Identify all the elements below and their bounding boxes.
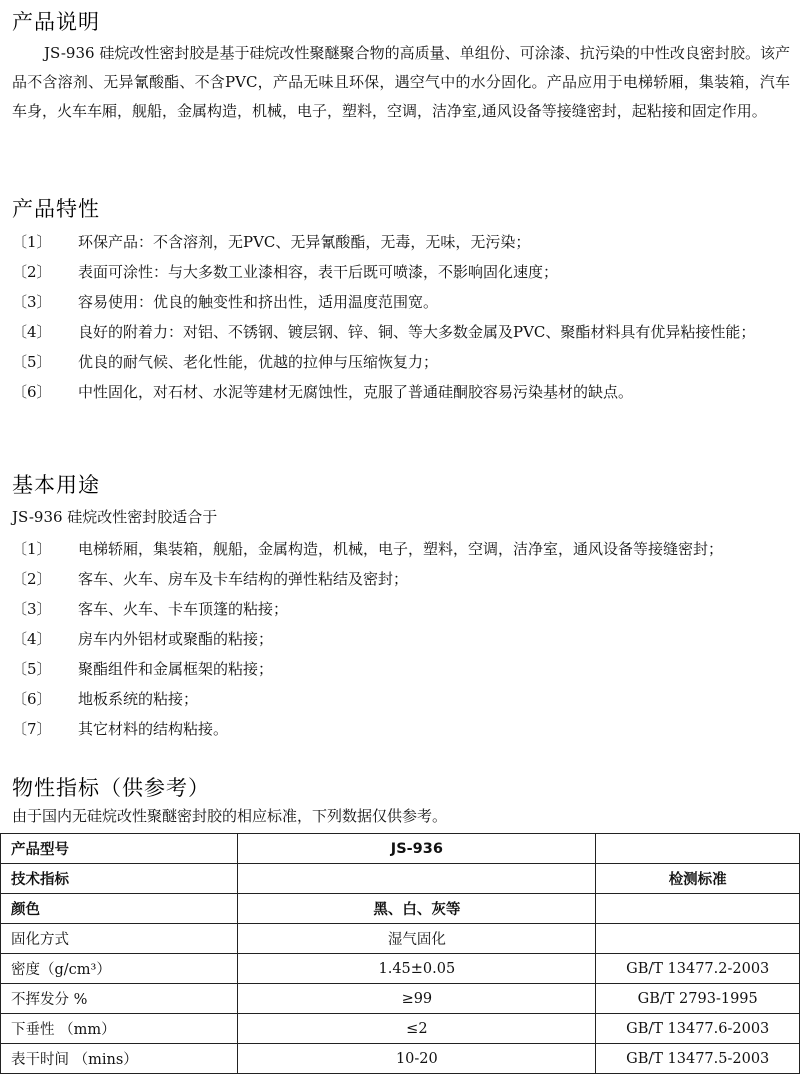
table-row <box>1 954 800 984</box>
list-item <box>12 287 792 317</box>
list-item-number: 〔4〕 <box>12 630 52 648</box>
table-cell-value: 黑、白、灰等 <box>238 894 596 924</box>
table-cell-label: 技术指标 <box>1 864 238 894</box>
list-item <box>12 347 792 377</box>
table-row <box>1 984 800 1014</box>
list-item <box>12 624 792 654</box>
specs-table <box>0 833 800 1074</box>
list-item-text: 客车、火车、卡车顶篷的粘接； <box>78 600 289 618</box>
list-item-number: 〔3〕 <box>12 293 52 311</box>
table-cell-label: 不挥发分 % <box>1 984 238 1014</box>
list-item-text: 房车内外铝材或聚酯的粘接； <box>78 630 274 648</box>
list-item-number: 〔5〕 <box>12 660 52 678</box>
table-cell-value: ≥99 <box>238 984 596 1014</box>
table-cell-value <box>238 864 596 894</box>
list-item-text: 地板系统的粘接； <box>78 690 199 708</box>
table-cell-label: 密度（g/cm³） <box>1 954 238 984</box>
table-row <box>1 1014 800 1044</box>
list-item-text: 优良的耐气候、老化性能，优越的拉伸与压缩恢复力； <box>78 353 439 371</box>
list-item-text: 良好的附着力：对铝、不锈钢、镀层钢、锌、铜、等大多数金属及PVC、聚酯材料具有优异粘接性能； <box>78 323 756 341</box>
list-item <box>12 654 792 684</box>
list-item-number: 〔1〕 <box>12 233 52 251</box>
list-item-text: 容易使用：优良的触变性和挤出性，适用温度范围宽。 <box>78 293 439 311</box>
list-item <box>12 564 792 594</box>
table-cell-label: 产品型号 <box>1 834 238 864</box>
table-row <box>1 864 800 894</box>
list-item <box>12 534 792 564</box>
table-row <box>1 924 800 954</box>
table-cell-standard <box>596 924 800 954</box>
description-paragraph: JS-936 硅烷改性密封胶是基于硅烷改性聚醚聚合物的高质量、单组份、可涂漆、抗污染的中性改良密封胶。该产品不含溶剂、无异氰酸酯、不含PVC，产品无味且环保，遇空气中的水分固化。产品应用于电梯轿厢，集装箱，汽车车身，火车车厢，舰船，金属构造，机械，电子，塑料，空调，洁净室,通风设备等接缝密封，起粘接和固定作用。 <box>12 44 790 120</box>
table-cell-standard: 检测标准 <box>596 864 800 894</box>
section-title-features: 产品特性 <box>12 197 100 221</box>
list-item-text: 中性固化，对石材、水泥等建材无腐蚀性，克服了普通硅酮胶容易污染基材的缺点。 <box>78 383 634 401</box>
table-cell-standard: GB/T 2793-1995 <box>596 984 800 1014</box>
list-item-number: 〔4〕 <box>12 323 52 341</box>
table-cell-standard <box>596 894 800 924</box>
table-cell-value: ≤2 <box>238 1014 596 1044</box>
section-title-description: 产品说明 <box>12 10 100 34</box>
list-item-text: 客车、火车、房车及卡车结构的弹性粘结及密封； <box>78 570 409 588</box>
list-item-number: 〔2〕 <box>12 263 52 281</box>
list-item <box>12 227 792 257</box>
table-cell-value: JS-936 <box>238 834 596 864</box>
table-cell-label: 颜色 <box>1 894 238 924</box>
list-item-number: 〔6〕 <box>12 383 52 401</box>
table-cell-value: 1.45±0.05 <box>238 954 596 984</box>
specs-note: 由于国内无硅烷改性聚醚密封胶的相应标准，下列数据仅供参考。 <box>12 807 448 825</box>
table-cell-standard <box>596 834 800 864</box>
features-list <box>12 227 792 407</box>
table-cell-label: 固化方式 <box>1 924 238 954</box>
list-item-text: 电梯轿厢，集装箱，舰船，金属构造，机械，电子，塑料，空调，洁净室，通风设备等接缝密封； <box>78 540 724 558</box>
list-item-text: 表面可涂性：与大多数工业漆相容，表干后既可喷漆，不影响固化速度； <box>78 263 559 281</box>
uses-list <box>12 534 792 744</box>
list-item <box>12 594 792 624</box>
list-item-number: 〔3〕 <box>12 600 52 618</box>
uses-intro: JS-936 硅烷改性密封胶适合于 <box>12 508 218 526</box>
section-title-specs: 物性指标（供参考） <box>12 776 210 800</box>
section-title-uses: 基本用途 <box>12 473 100 497</box>
list-item <box>12 684 792 714</box>
table-row <box>1 894 800 924</box>
table-cell-label: 下垂性 （mm） <box>1 1014 238 1044</box>
table-cell-label: 表干时间 （mins） <box>1 1044 238 1074</box>
list-item-number: 〔2〕 <box>12 570 52 588</box>
list-item <box>12 317 792 347</box>
list-item <box>12 257 792 287</box>
table-cell-value: 10-20 <box>238 1044 596 1074</box>
table-cell-value: 湿气固化 <box>238 924 596 954</box>
list-item-number: 〔1〕 <box>12 540 52 558</box>
list-item-text: 其它材料的结构粘接。 <box>78 720 229 738</box>
list-item-number: 〔5〕 <box>12 353 52 371</box>
list-item-text: 环保产品：不含溶剂，无PVC、无异氰酸酯，无毒，无味，无污染； <box>78 233 531 251</box>
list-item-text: 聚酯组件和金属框架的粘接； <box>78 660 274 678</box>
table-row <box>1 1044 800 1074</box>
list-item <box>12 714 792 744</box>
table-cell-standard: GB/T 13477.2-2003 <box>596 954 800 984</box>
table-cell-standard: GB/T 13477.6-2003 <box>596 1014 800 1044</box>
table-cell-standard: GB/T 13477.5-2003 <box>596 1044 800 1074</box>
list-item-number: 〔6〕 <box>12 690 52 708</box>
list-item <box>12 377 792 407</box>
table-row <box>1 834 800 864</box>
list-item-number: 〔7〕 <box>12 720 52 738</box>
